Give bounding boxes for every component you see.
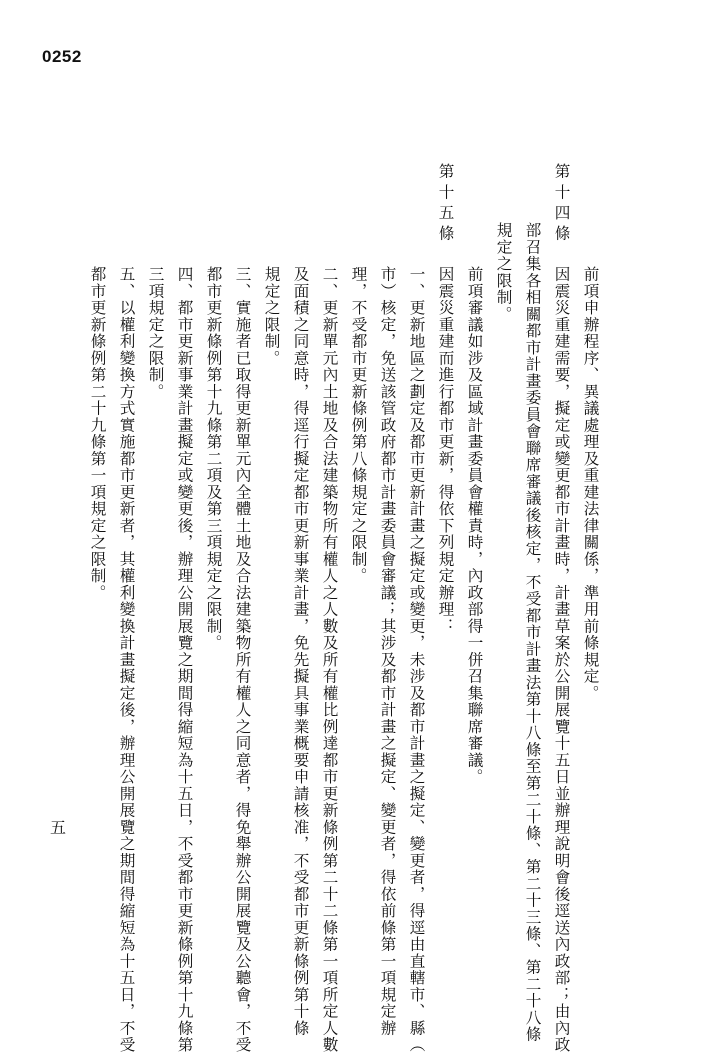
article-15-item-1: 一、更新地區之劃定及都市更新計畫之擬定或變更，未涉及都市計畫之擬定、變更者，得逕由直轄市、縣（ — [407, 266, 426, 1053]
article-15-item-2-cont: 及面積之同意時，得逕行擬定都市更新事業計畫，免先擬具事業概要申請核准，不受都市更新條例第十條 — [291, 266, 310, 1037]
article-15-item-1-cont: 市）核定，免送該管政府都市計畫委員會審議；其涉及都市計畫之擬定、變更者，得依前條第一項規定辦 — [378, 266, 397, 1037]
article-15-item-2: 二、更新單元內土地及合法建築物所有權人之人數及所有權比例達都市更新條例第二十二條第一項所定人數 — [320, 266, 339, 1053]
article-14-line-4: 規定之限制。 — [494, 222, 513, 323]
article-15-item-1-cont: 理，不受都市更新條例第八條規定之限制。 — [349, 266, 368, 585]
article-15-item-5: 五、以權利變換方式實施都市更新者，其權利變換計畫擬定後，辦理公開展覽之期間得縮短為十五日，不受 — [117, 266, 136, 1053]
article-15-item-3: 三、實施者已取得更新單元內全體土地及合法建築物所有權人之同意者，得免舉辦公開展覽及公聽會，不受 — [233, 266, 252, 1053]
article-14-line-3: 部召集各相關都市計畫委員會聯席審議後核定，不受都市計畫法第十八條至第二十條、第二十三條、第二十八條 — [523, 222, 542, 1043]
article-14-line-2: 因震災重建需要，擬定或變更都市計畫時，計畫草案於公開展覽十五日並辦理說明會後逕送內政部；由內政 — [552, 266, 571, 1053]
article-15-item-4-cont: 三項規定之限制。 — [146, 266, 165, 400]
article-15-item-4: 四、都市更新事業計畫擬定或變更後，辦理公開展覽之期間得縮短為十五日，不受都市更新條例第十九條第 — [175, 266, 194, 1053]
article-15-item-3-cont: 都市更新條例第十九條第二項及第三項規定之限制。 — [204, 266, 223, 652]
article-15-item-5-cont: 都市更新條例第二十九條第一項規定之限制。 — [88, 266, 107, 601]
article-14-line-1: 前項申辦程序、異議處理及重建法律關係，準用前條規定。 — [581, 266, 600, 702]
article-15-item-2-cont: 規定之限制。 — [262, 266, 281, 367]
article-15-label: 第十五條 — [436, 163, 455, 246]
article-14-line-5: 前項審議如涉及區域計畫委員會權責時，內政部得一併召集聯席審議。 — [465, 266, 484, 786]
page-number: 0252 — [42, 47, 82, 66]
article-14-label: 第十四條 — [552, 163, 571, 246]
article-15-intro: 因震災重建而進行都市更新，得依下列規定辦理： — [436, 266, 455, 635]
folio-page-number: 五 — [50, 818, 67, 837]
